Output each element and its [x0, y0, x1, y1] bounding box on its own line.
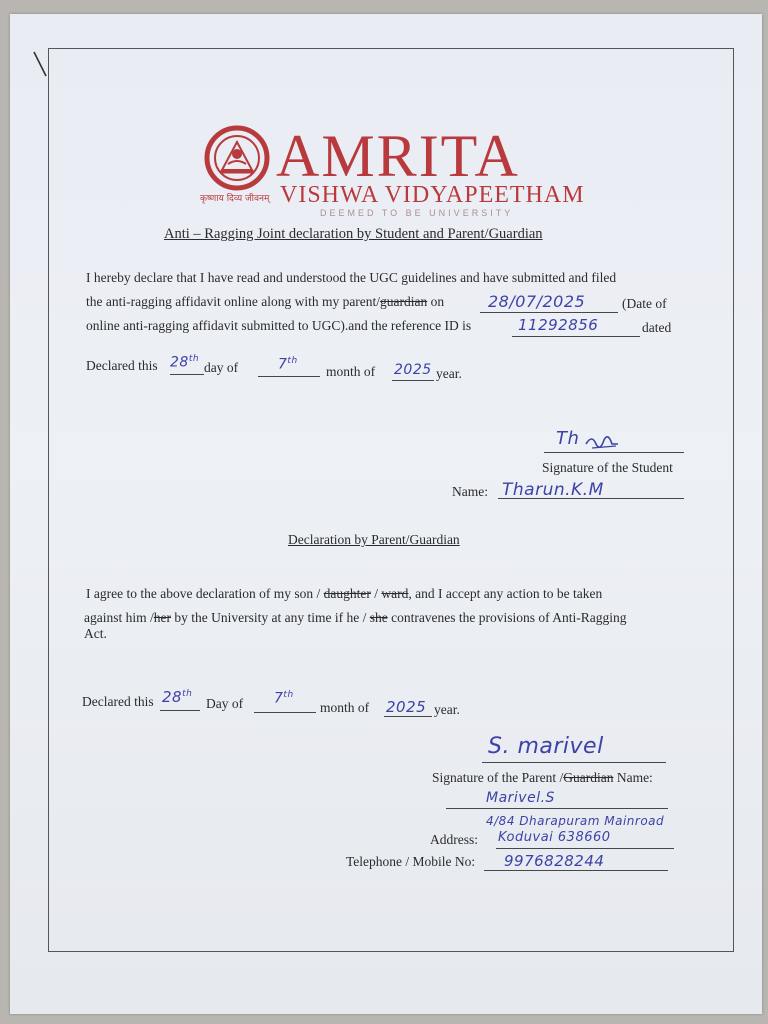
parent-label-a: Signature of the Parent / [432, 770, 564, 785]
parent-day-suffix: Day of [206, 696, 244, 711]
parent-year-suffix: year. [434, 702, 460, 717]
para2-l2-c: contravenes the provisions of Anti-Ragging [387, 610, 627, 625]
parent-name-line [446, 808, 668, 809]
strike-she: she [369, 610, 388, 625]
para2-line1 [86, 586, 602, 602]
para1-line1: I hereby declare that I have read and understood the UGC guidelines and have submitted and filed [86, 270, 617, 285]
strike-daughter: daughter [323, 586, 371, 601]
student-signature: Th [556, 428, 580, 449]
parent-month-suffix: month of [320, 700, 370, 715]
student-signature-label: Signature of the Student [542, 460, 673, 475]
document-page [10, 14, 762, 1014]
para2-l2-a: against him / [84, 610, 154, 625]
logo-tagline: DEEMED TO BE UNIVERSITY [320, 208, 514, 218]
student-month [278, 356, 298, 373]
parent-year: 2025 [386, 698, 427, 716]
student-day-sup: th [188, 354, 200, 364]
parent-day-number: 28 [162, 688, 183, 706]
student-month-number: 7 [278, 356, 288, 373]
parent-day-line [160, 710, 200, 711]
document-title: Anti – Ragging Joint declaration by Student and Parent/Guardian [164, 226, 543, 242]
month-line [258, 376, 320, 377]
year-line [392, 380, 434, 381]
ref-line [512, 336, 640, 337]
address-label: Address: [430, 832, 478, 847]
address-line2: Koduvai 638660 [498, 830, 611, 845]
student-name-line [498, 498, 684, 499]
parent-day [162, 688, 192, 706]
parent-month-number: 7 [274, 690, 284, 707]
address-line [496, 848, 674, 849]
student-month-suffix: month of [326, 364, 376, 379]
phone-label: Telephone / Mobile No: [346, 854, 476, 869]
para1-line3-b: dated [642, 320, 672, 335]
student-day-suffix: day of [204, 360, 239, 375]
phone-line [484, 870, 668, 871]
parent-name: Marivel.S [486, 790, 555, 806]
para1-line3-a: online anti-ragging affidavit submitted to UGC).and the reference ID is [86, 318, 472, 333]
address-line1: 4/84 Dharapuram Mainroad [486, 814, 665, 828]
student-declared-prefix: Declared this [86, 358, 158, 373]
student-month-sup: th [287, 356, 298, 366]
para1-line2 [86, 294, 444, 310]
logo-name: AMRITA [276, 123, 520, 189]
affidavit-date: 28/07/2025 [488, 292, 586, 311]
parent-month [274, 690, 294, 707]
strike-guardian: guardian [380, 294, 428, 309]
logo-motto: कृष्णाय दिव्य जीवनम् [200, 194, 270, 204]
para2-l1-c: , and I accept any action to be taken [408, 586, 603, 601]
para2-l2-b: by the University at any time if he / [171, 610, 370, 625]
pen-mark [32, 50, 48, 78]
date-line [480, 312, 618, 313]
parent-year-line [384, 716, 432, 717]
phone-value: 9976828244 [504, 852, 605, 870]
parent-label-b: Name: [613, 770, 653, 785]
strike-guardian-2: Guardian [563, 770, 614, 785]
reference-id: 11292856 [518, 316, 599, 334]
para2-line3: Act. [84, 626, 107, 641]
parent-section-title: Declaration by Parent/Guardian [288, 532, 460, 547]
parent-month-sup: th [283, 690, 294, 700]
parent-month-line [254, 712, 316, 713]
student-year-suffix: year. [436, 366, 462, 381]
signature-flourish [582, 432, 622, 454]
strike-ward: ward [381, 586, 409, 601]
parent-day-sup: th [182, 689, 193, 699]
amrita-emblem-icon [204, 124, 270, 194]
parent-signature-line [482, 762, 666, 763]
student-day [170, 354, 199, 371]
day-line [170, 374, 204, 375]
amrita-logo [200, 124, 590, 220]
parent-signature-label [432, 770, 653, 786]
strike-her: her [153, 610, 171, 625]
parent-declared-prefix: Declared this [82, 694, 154, 709]
para1-line2-c: (Date of [622, 296, 667, 311]
student-name: Tharun.K.M [502, 480, 604, 500]
logo-subtitle: VISHWA VIDYAPEETHAM [280, 182, 585, 208]
student-day-number: 28 [170, 354, 189, 371]
para2-l1-b: / [370, 586, 382, 601]
para2-l1-a: I agree to the above declaration of my son / [86, 586, 324, 601]
para1-line2-a: the anti-ragging affidavit online along with my parent/ [86, 294, 381, 309]
student-name-label: Name: [452, 484, 488, 499]
para1-line2-b: on [427, 294, 445, 309]
student-year: 2025 [394, 362, 432, 378]
student-signature-line [544, 452, 684, 453]
para2-line2 [84, 610, 627, 626]
parent-signature: S. marivel [488, 734, 604, 759]
